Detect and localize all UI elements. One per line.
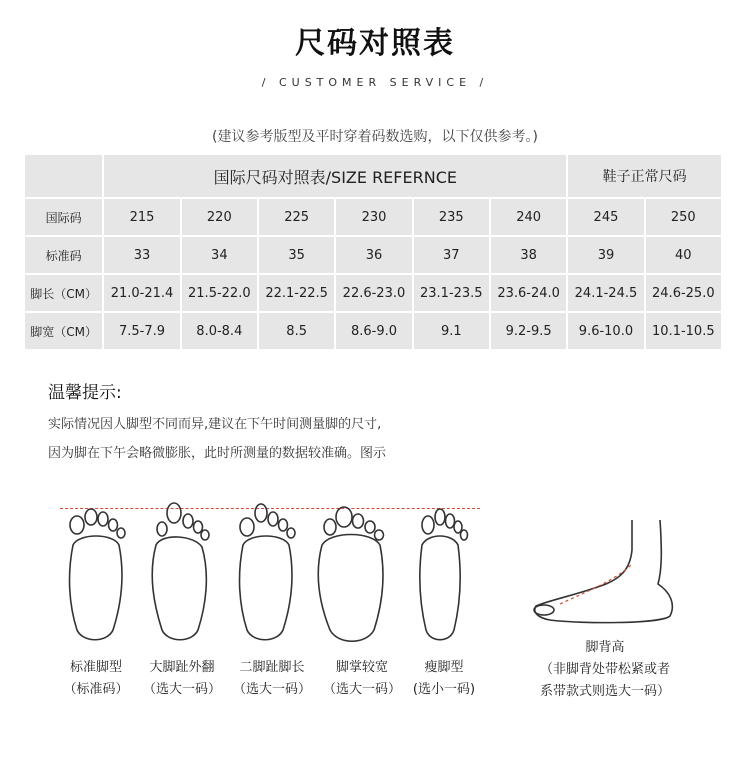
table-cell: 7.5-7.9 [103, 312, 180, 350]
table-cell: 8.5 [258, 312, 335, 350]
row-label: 脚宽（CM） [24, 312, 103, 350]
table-cell: 235 [413, 198, 490, 236]
foot-advice-standard: （标准码） [63, 682, 129, 697]
table-cell: 230 [335, 198, 412, 236]
table-cell: 40 [645, 236, 722, 274]
table-cell: 37 [413, 236, 490, 274]
size-note: (建议参考版型及平时穿着码数选购，以下仅供参考。) [212, 129, 538, 145]
table-row [24, 236, 722, 274]
foot-shapes-illustration [55, 495, 485, 645]
table-cell: 8.6-9.0 [335, 312, 412, 350]
table-row [24, 198, 722, 236]
table-cell: 34 [181, 236, 258, 274]
second-toe-foot-icon [240, 504, 295, 640]
wide-foot-icon [318, 507, 383, 641]
foot-advice-second-toe: （选大一码） [232, 682, 311, 697]
table-cell: 33 [103, 236, 180, 274]
table-header-row [24, 154, 722, 198]
foot-advice-slim: (选小一码) [412, 682, 476, 697]
table-header-side: 鞋子正常尺码 [567, 154, 722, 198]
table-cell: 8.0-8.4 [181, 312, 258, 350]
standard-foot-icon [70, 509, 125, 640]
table-cell: 10.1-10.5 [645, 312, 722, 350]
side-foot-label: 脚背高 [585, 640, 625, 655]
tips-line-2: 因为脚在下午会略微膨胀，此时所测量的数据较准确。图示 [48, 446, 387, 461]
foot-advice-wide: （选大一码） [322, 682, 401, 697]
table-cell: 9.6-10.0 [567, 312, 644, 350]
side-foot-advice-line-2: 系带款式则选大一码） [539, 684, 670, 699]
foot-label-slim: 瘦脚型 [424, 660, 464, 675]
bunion-foot-icon [152, 503, 209, 640]
tips-line-1: 实际情况因人脚型不同而异,建议在下午时间测量脚的尺寸, [48, 417, 382, 432]
foot-label-second-toe: 二脚趾脚长 [239, 660, 305, 675]
foot-label-wide: 脚掌较宽 [335, 660, 388, 675]
table-cell: 38 [490, 236, 567, 274]
table-cell: 39 [567, 236, 644, 274]
foot-label-standard: 标准脚型 [69, 660, 122, 675]
tips-title: 温馨提示: [48, 383, 122, 403]
table-row [24, 274, 722, 312]
table-cell: 24.6-25.0 [645, 274, 722, 312]
table-cell: 35 [258, 236, 335, 274]
table-cell: 9.2-9.5 [490, 312, 567, 350]
table-cell: 36 [335, 236, 412, 274]
table-cell: 24.1-24.5 [567, 274, 644, 312]
row-label: 标准码 [24, 236, 103, 274]
high-instep-foot-icon [520, 520, 690, 630]
table-cell: 220 [181, 198, 258, 236]
row-label: 脚长（CM） [24, 274, 103, 312]
row-label: 国际码 [24, 198, 103, 236]
table-cell: 215 [103, 198, 180, 236]
size-table [23, 153, 723, 351]
table-cell: 240 [490, 198, 567, 236]
table-cell: 22.6-23.0 [335, 274, 412, 312]
table-cell: 21.5-22.0 [181, 274, 258, 312]
page-title: 尺码对照表 [295, 26, 455, 61]
table-row [24, 312, 722, 350]
table-header-main: 国际尺码对照表/SIZE REFERNCE [103, 154, 567, 198]
table-cell: 245 [567, 198, 644, 236]
subtitle: / CUSTOMER SERVICE / [261, 76, 489, 89]
foot-label-bunion: 大脚趾外翻 [149, 660, 215, 675]
table-cell: 23.1-23.5 [413, 274, 490, 312]
table-cell: 22.1-22.5 [258, 274, 335, 312]
table-corner [24, 154, 103, 198]
table-cell: 21.0-21.4 [103, 274, 180, 312]
table-cell: 23.6-24.0 [490, 274, 567, 312]
table-cell: 225 [258, 198, 335, 236]
table-cell: 250 [645, 198, 722, 236]
slim-foot-icon [420, 509, 468, 640]
side-foot-advice-line-1: （非脚背处带松紧或者 [539, 662, 670, 677]
foot-advice-bunion: （选大一码） [142, 682, 221, 697]
table-cell: 9.1 [413, 312, 490, 350]
